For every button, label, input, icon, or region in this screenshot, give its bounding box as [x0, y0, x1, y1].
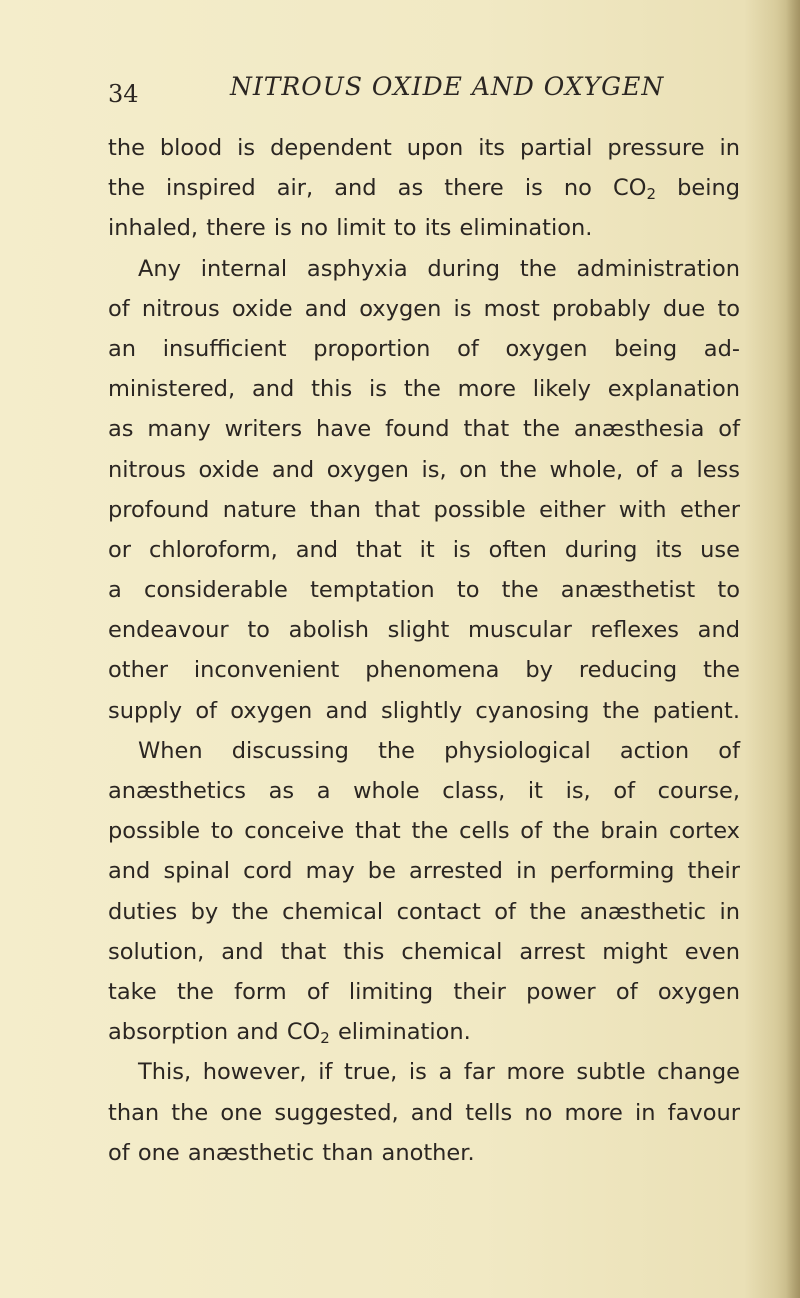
text-line: profound nature than that possible either with ether — [108, 496, 740, 523]
text-line: and spinal cord may be arrested in performing their — [108, 858, 740, 885]
subscript: 2 — [320, 1029, 330, 1048]
page-header — [108, 70, 748, 110]
text-line: or chloroform, and that it is often during its use — [108, 536, 740, 563]
text-line: supply of oxygen and slightly cyanosing the patient. — [108, 697, 740, 724]
text-line: endeavour to abolish slight muscular reflexes and — [108, 617, 740, 644]
text-line: When discussing the physiological action of — [138, 737, 740, 764]
subscript: 2 — [646, 185, 656, 204]
text-line: ministered, and this is the more likely explanation — [108, 376, 740, 403]
body-text — [108, 128, 740, 1173]
text-line: the blood is dependent upon its partial pressure in — [108, 135, 740, 161]
text-line: than the one suggested, and tells no more in favour — [108, 1099, 740, 1126]
text-line: duties by the chemical contact of the anæsthetic in — [108, 898, 740, 925]
text-line: of one anæsthetic than another. — [108, 1139, 475, 1166]
text-line: nitrous oxide and oxygen is, on the whole, of a less — [108, 456, 740, 483]
text-line: other inconvenient phenomena by reducing the — [108, 657, 740, 684]
text-line: as many writers have found that the anæsthesia of — [108, 416, 740, 443]
text-line: possible to conceive that the cells of the brain cortex — [108, 818, 740, 845]
text-line: take the form of limiting their power of oxygen — [108, 978, 740, 1005]
page-number: 34 — [108, 80, 139, 108]
text-line: absorption and $CO_2$ elimination. — [108, 1019, 471, 1048]
text-line: a considerable temptation to the anæsthetist to — [108, 577, 740, 604]
text-line: an insufficient proportion of oxygen being ad- — [108, 335, 740, 362]
text-line: of nitrous oxide and oxygen is most probably due to — [108, 295, 740, 322]
text-line: solution, and that this chemical arrest might even — [108, 938, 740, 965]
text-line: the inspired air, and as there is no $CO_2$ being — [108, 175, 740, 204]
text-line: inhaled, there is no limit to its elimination. — [108, 215, 593, 242]
running-head: NITROUS OXIDE AND OXYGEN — [230, 72, 665, 101]
page-edge-shadow — [786, 0, 800, 1298]
text-line: This, however, if true, is a far more subtle change — [138, 1059, 740, 1086]
text-line: anæsthetics as a whole class, it is, of course, — [108, 778, 740, 804]
text-line: Any internal asphyxia during the administration — [138, 255, 740, 282]
